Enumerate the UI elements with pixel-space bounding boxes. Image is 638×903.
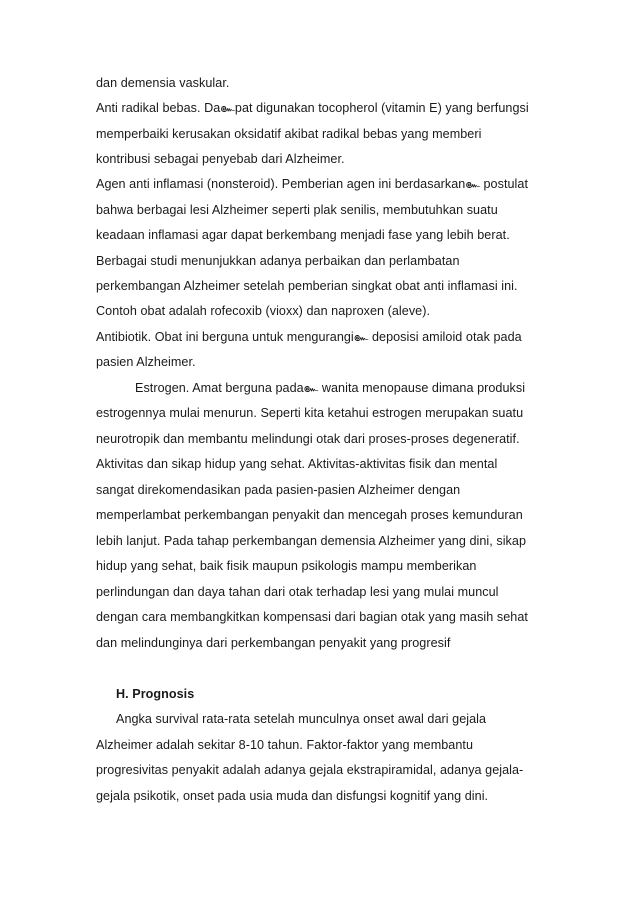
prognosis-text-line: gejala psikotik, onset pada usia muda dan disfungsi kognitif yang dini. xyxy=(96,789,489,803)
body-text-line: keadaan inflamasi agar dapat berkembang menjadi fase yang lebih berat. xyxy=(96,228,510,242)
body-text-line: neurotropik dan membantu melindungi otak dari proses-proses degeneratif. xyxy=(96,432,520,446)
body-text-line: lebih lanjut. Pada tahap perkembangan demensia Alzheimer yang dini, sikap xyxy=(96,534,527,548)
body-text-line: estrogennya mulai menurun. Seperti kita ketahui estrogen merupakan suatu xyxy=(96,406,524,420)
body-text-line: Contoh obat adalah rofecoxib (vioxx) dan naproxen (aleve). xyxy=(96,304,431,318)
body-text-line: memperbaiki kerusakan oksidatif akibat radikal bebas yang memberi xyxy=(96,127,482,141)
body-text-line: Anti radikal bebas. Da๛pat digunakan tocopherol (vitamin E) yang berfungsi xyxy=(96,101,529,115)
body-text-line: dan demensia vaskular. xyxy=(96,76,230,90)
body-text-line: Aktivitas dan sikap hidup yang sehat. Aktivitas-aktivitas fisik dan mental xyxy=(96,457,498,471)
section-heading: H. Prognosis xyxy=(116,687,195,701)
prognosis-text-line: Alzheimer adalah sekitar 8-10 tahun. Faktor-faktor yang membantu xyxy=(96,738,474,752)
body-text-line: sangat direkomendasikan pada pasien-pasien Alzheimer dengan xyxy=(96,483,461,497)
body-text-line: Agen anti inflamasi (nonsteroid). Pemberian agen ini berdasarkan๛ postulat xyxy=(96,177,529,191)
body-text-line: perkembangan Alzheimer setelah pemberian singkat obat anti inflamasi ini. xyxy=(96,279,518,293)
body-text-line: Antibiotik. Obat ini berguna untuk mengurangi๛ deposisi amiloid otak pada xyxy=(96,330,522,344)
body-text-line: bahwa berbagai lesi Alzheimer seperti plak senilis, membutuhkan suatu xyxy=(96,203,498,217)
body-text-line: Berbagai studi menunjukkan adanya perbaikan dan perlambatan xyxy=(96,254,460,268)
body-text-line: Estrogen. Amat berguna pada๛ wanita menopause dimana produksi xyxy=(135,381,526,395)
body-text-line: dengan cara membangkitkan kompensasi dari bagian otak yang masih sehat xyxy=(96,610,528,624)
prognosis-text-line: Angka survival rata-rata setelah munculnya onset awal dari gejala xyxy=(116,712,487,726)
body-text-line: perlindungan dan daya tahan dari otak terhadap lesi yang mulai muncul xyxy=(96,585,499,599)
body-text-line: dan melindunginya dari perkembangan penyakit yang progresif xyxy=(96,636,451,650)
body-text-line: pasien Alzheimer. xyxy=(96,355,196,369)
prognosis-text-line: progresivitas penyakit adalah adanya gejala ekstrapiramidal, adanya gejala- xyxy=(96,763,524,777)
body-text-line: hidup yang sehat, baik fisik maupun psikologis mampu memberikan xyxy=(96,559,477,573)
body-text-line: kontribusi sebagai penyebab dari Alzheimer. xyxy=(96,152,345,166)
body-text-line: memperlambat perkembangan penyakit dan mencegah proses kemunduran xyxy=(96,508,523,522)
